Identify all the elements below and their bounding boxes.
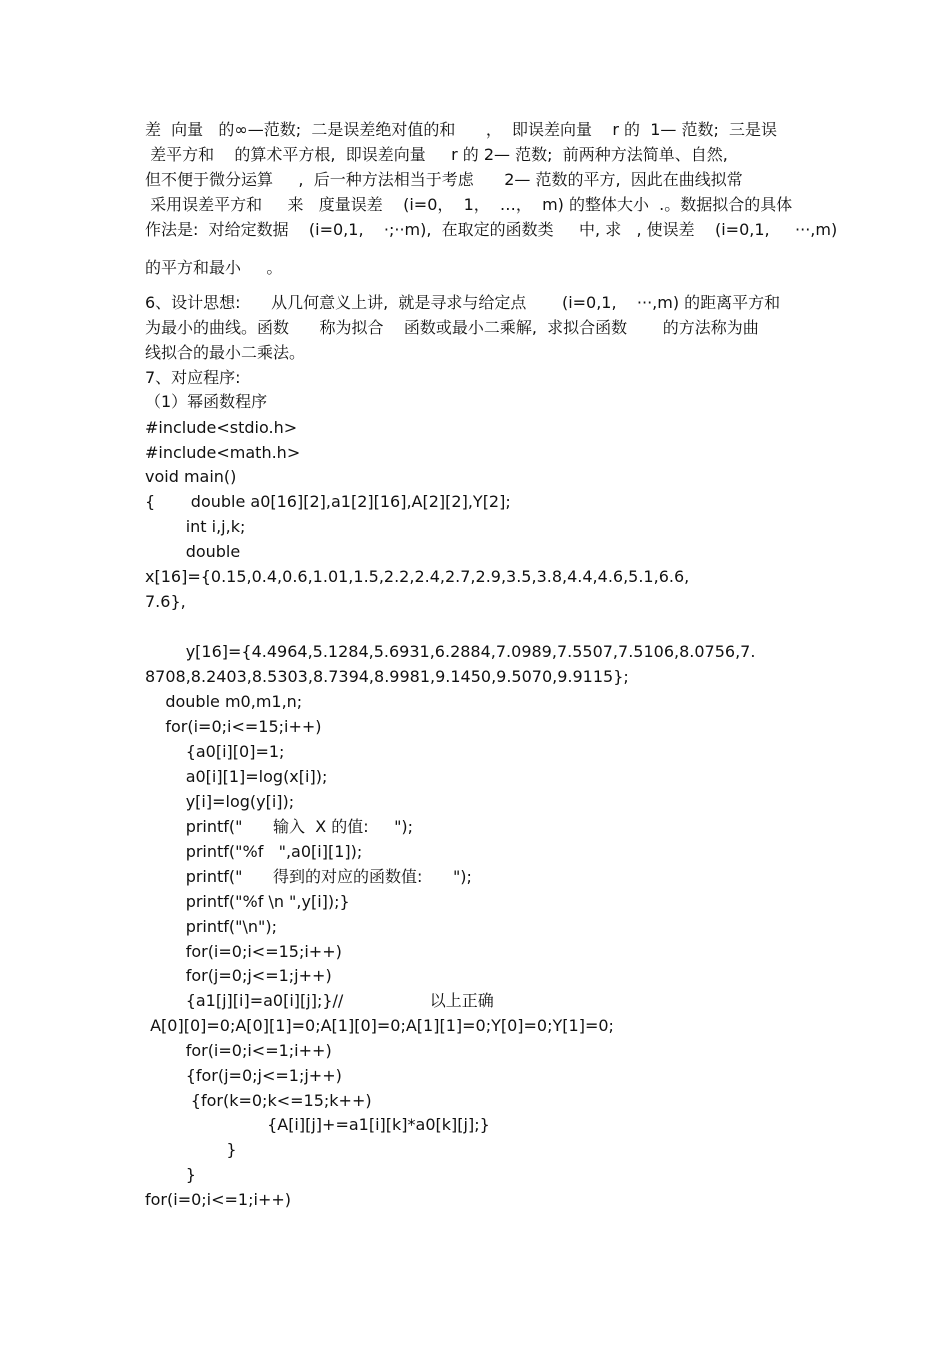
section-heading-7: 7、对应程序: [145, 368, 241, 387]
code-line: {for(k=0;k<=15;k++) [145, 1091, 372, 1110]
code-line: y[16]={4.4964,5.1284,5.6931,6.2884,7.0989,7.5507,7.5106,8.0756,7. [145, 642, 756, 661]
code-line: {a1[j][i]=a0[i][j];}// 以上正确 [145, 991, 494, 1010]
text-line: 差平方和 的算术平方根, 即误差向量 r 的 2— 范数; 前两种方法简单、自然, [145, 145, 728, 164]
code-line: for(i=0;i<=15;i++) [145, 942, 342, 961]
code-line: 7.6}, [145, 592, 186, 611]
code-line: printf("%f ",a0[i][1]); [145, 842, 363, 861]
code-line: #include<math.h> [145, 443, 301, 462]
code-line: for(i=0;i<=15;i++) [145, 717, 322, 736]
text-line: 作法是: 对给定数据 (i=0,1, ·;··m), 在取定的函数类 中, 求 , 使误差 (i=0,1, ···,m) [145, 220, 838, 239]
code-line: x[16]={0.15,0.4,0.6,1.01,1.5,2.2,2.4,2.7,2.9,3.5,3.8,4.4,4.6,5.1,6.6, [145, 567, 690, 586]
text-line: 的平方和最小 。 [145, 258, 283, 277]
code-line: double [145, 542, 241, 561]
code-line: for(i=0;i<=1;i++) [145, 1190, 291, 1209]
code-line: a0[i][1]=log(x[i]); [145, 767, 328, 786]
code-line: } [145, 1165, 196, 1184]
code-line: { double a0[16][2],a1[2][16],A[2][2],Y[2]; [145, 492, 511, 511]
code-line: {a0[i][0]=1; [145, 742, 285, 761]
code-line: printf("\n"); [145, 917, 278, 936]
code-line: double m0,m1,n; [145, 692, 303, 711]
text-line: 线拟合的最小二乘法。 [145, 343, 306, 362]
code-line: void main() [145, 467, 237, 486]
text-line: 但不便于微分运算 , 后一种方法相当于考虑 2— 范数的平方, 因此在曲线拟常 [145, 170, 743, 189]
code-line: int i,j,k; [145, 517, 246, 536]
code-line: } [145, 1140, 237, 1159]
text-line: 采用误差平方和 来 度量误差 (i=0， 1， …， m) 的整体大小 .。数据拟合的具体 [145, 195, 793, 214]
code-line: y[i]=log(y[i]); [145, 792, 295, 811]
text-line: 为最小的曲线。函数 称为拟合 函数或最小二乘解, 求拟合函数 的方法称为曲 [145, 318, 759, 337]
code-line: printf(" 得到的对应的函数值: "); [145, 867, 472, 886]
code-line: 8708,8.2403,8.5303,8.7394,8.9981,9.1450,9.5070,9.9115}; [145, 667, 629, 686]
subheading-power-function: （1）幂函数程序 [145, 392, 268, 411]
code-line: for(i=0;i<=1;i++) [145, 1041, 332, 1060]
section-heading-6: 6、设计思想: 从几何意义上讲, 就是寻求与给定点 (i=0,1, ···,m) 的距离平方和 [145, 293, 781, 312]
code-line: #include<stdio.h> [145, 418, 298, 437]
code-line: {A[i][j]+=a1[i][k]*a0[k][j];} [145, 1115, 490, 1134]
code-line: for(j=0;j<=1;j++) [145, 966, 332, 985]
code-line: printf("%f \n ",y[i]);} [145, 892, 350, 911]
code-line: A[0][0]=0;A[0][1]=0;A[1][0]=0;A[1][1]=0;Y[0]=0;Y[1]=0; [145, 1016, 614, 1035]
code-line: printf(" 输入 X 的值: "); [145, 817, 414, 836]
code-line: {for(j=0;j<=1;j++) [145, 1066, 342, 1085]
text-line: 差 向量 的∞—范数; 二是误差绝对值的和 ， 即误差向量 r 的 1— 范数; 三是误 [145, 120, 778, 139]
